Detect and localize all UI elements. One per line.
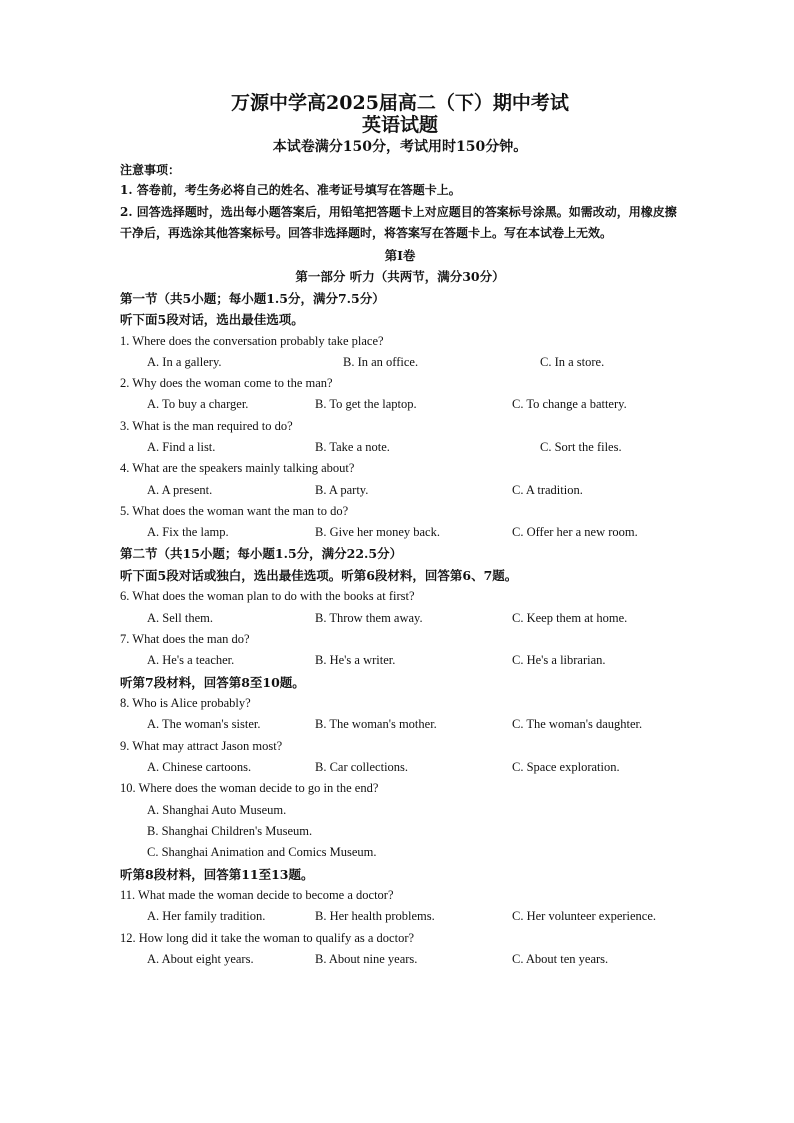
option-a: A. Sell them.: [147, 610, 213, 625]
question-7: 7. What does the man do?: [120, 632, 250, 647]
volume-label: 第Ⅰ卷: [384, 247, 416, 263]
question-2: 2. Why does the woman come to the man?: [120, 376, 333, 391]
option-a: A. Her family tradition.: [147, 909, 266, 924]
question-3: 3. What is the man required to do?: [120, 418, 293, 433]
question-12: 12. How long did it take the woman to qualify as a doctor?: [120, 930, 415, 945]
question-4-options: [120, 480, 680, 501]
option-a: A. To buy a charger.: [147, 397, 249, 412]
question-8-options: [120, 714, 680, 735]
question-4: 4. What are the speakers mainly talking about?: [120, 461, 355, 476]
option-a: A. Chinese cartoons.: [147, 760, 252, 775]
option-b: B. Give her money back.: [315, 525, 440, 540]
question-1-options: [120, 352, 680, 373]
option-b: B. About nine years.: [315, 951, 418, 966]
question-6: 6. What does the woman plan to do with the books at first?: [120, 589, 415, 604]
option-c: C. Space exploration.: [512, 760, 620, 775]
exam-page: [120, 92, 680, 970]
exam-title: 万源中学高2025届高二（下）期中考试: [231, 92, 569, 114]
option-a: A. About eight years.: [147, 951, 254, 966]
question-5: 5. What does the woman want the man to do?: [120, 503, 349, 518]
option-a: A. Find a list.: [147, 439, 216, 454]
option-b: B. In an office.: [343, 354, 419, 369]
option-b: B. Take a note.: [315, 439, 390, 454]
option-c: C. Offer her a new room.: [512, 525, 638, 540]
option-c: C. To change a battery.: [512, 397, 627, 412]
note-item-2: 2. 回答选择题时，选出每小题答案后，用铅笔把答题卡上对应题目的答案标号涂黑。如需改动，用橡皮擦干净后，再选涂其他答案标号。回答非选择题时，将答案写在答题卡上。写在本试卷上无效。: [120, 204, 677, 240]
option-b: B. Shanghai Children's Museum.: [147, 823, 313, 838]
question-8: 8. Who is Alice probably?: [120, 696, 251, 711]
group-8-instruction: 听第8段材料，回答第11至13题。: [120, 866, 314, 882]
question-2-options: [120, 394, 680, 415]
score-info: 本试卷满分150分，考试用时150分钟。: [272, 139, 528, 155]
option-a: A. The woman's sister.: [147, 717, 261, 732]
option-b: B. Throw them away.: [315, 610, 423, 625]
option-b: B. He's a writer.: [315, 653, 396, 668]
option-c: C. About ten years.: [512, 951, 609, 966]
question-12-options: [120, 949, 680, 970]
option-c: C. Shanghai Animation and Comics Museum.: [147, 845, 377, 860]
option-b: B. Car collections.: [315, 760, 409, 775]
section2-title: 第二节（共15小题；每小题1.5分，满分22.5分）: [120, 546, 403, 562]
part1-title: 第一部分 听力（共两节，满分30分）: [295, 269, 505, 284]
option-c: C. He's a librarian.: [512, 653, 606, 668]
option-c: C. Her volunteer experience.: [512, 909, 657, 924]
option-a: A. In a gallery.: [147, 354, 222, 369]
option-b: B. To get the laptop.: [315, 397, 417, 412]
option-a: A. A present.: [147, 482, 213, 497]
option-b: B. A party.: [315, 482, 369, 497]
question-6-options: [120, 608, 680, 629]
option-b: B. Her health problems.: [315, 909, 435, 924]
notes-heading: 注意事项：: [120, 163, 181, 177]
question-7-options: [120, 650, 680, 671]
subject-title: 英语试题: [361, 114, 438, 136]
section1-title: 第一节（共5小题；每小题1.5分，满分7.5分）: [120, 290, 385, 306]
question-3-options: [120, 437, 680, 458]
question-11-options: [120, 906, 680, 927]
option-a: A. He's a teacher.: [147, 653, 235, 668]
option-c: C. Sort the files.: [540, 439, 622, 454]
question-1: 1. Where does the conversation probably take place?: [120, 333, 384, 348]
option-c: C. A tradition.: [512, 482, 583, 497]
question-10: 10. Where does the woman decide to go in the end?: [120, 781, 379, 796]
question-9-options: [120, 757, 680, 778]
question-11: 11. What made the woman decide to become a doctor?: [120, 888, 394, 903]
section2-instruction: 听下面5段对话或独白，选出最佳选项。听第6段材料，回答第6、7题。: [120, 567, 518, 583]
option-b: B. The woman's mother.: [315, 717, 437, 732]
group-7-instruction: 听第7段材料，回答第8至10题。: [120, 674, 305, 690]
question-5-options: [120, 522, 680, 543]
option-a: A. Fix the lamp.: [147, 525, 229, 540]
option-c: C. Keep them at home.: [512, 610, 628, 625]
option-a: A. Shanghai Auto Museum.: [147, 802, 287, 817]
option-c: C. The woman's daughter.: [512, 717, 643, 732]
note-item-1: 1. 答卷前，考生务必将自己的姓名、准考证号填写在答题卡上。: [120, 183, 461, 197]
question-9: 9. What may attract Jason most?: [120, 738, 283, 753]
option-c: C. In a store.: [540, 354, 605, 369]
section1-instruction: 听下面5段对话，选出最佳选项。: [120, 312, 304, 327]
